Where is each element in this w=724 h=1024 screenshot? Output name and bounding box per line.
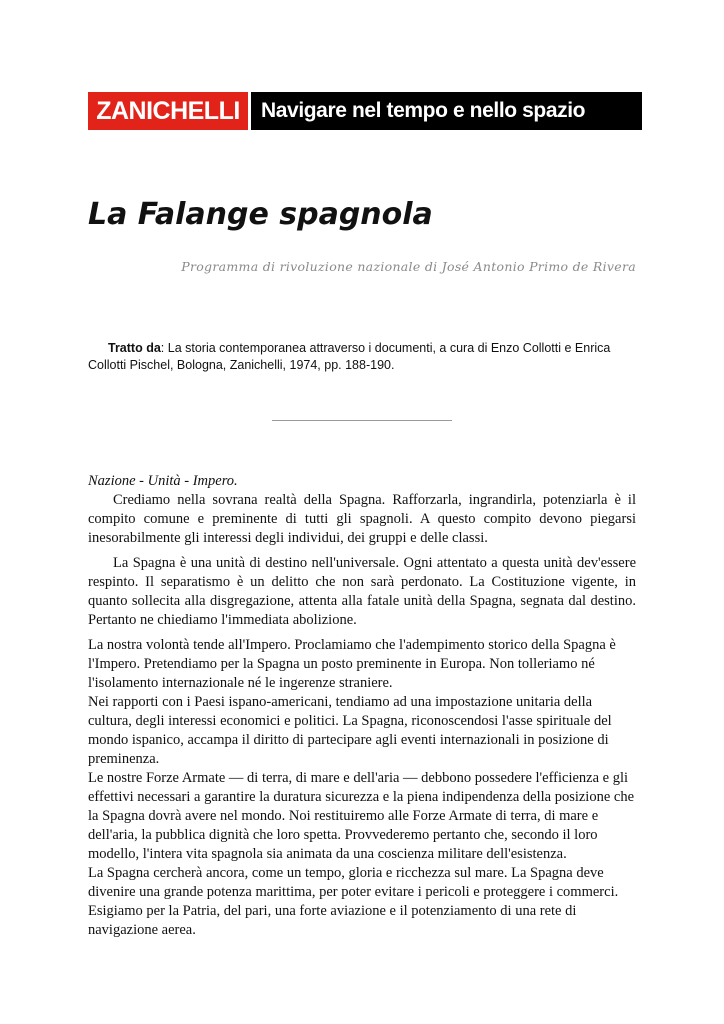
section-heading: Nazione - Unità - Impero. [88, 473, 238, 489]
source-label: Tratto da [108, 341, 161, 355]
document-subtitle: Programma di rivoluzione nazionale di José Antonio Primo de Rivera [181, 259, 636, 274]
section-divider [272, 420, 452, 421]
paragraph: La Spagna è una unità di destino nell'universale. Ogni attentato a questa unità dev'essere respinto. Il separatismo è un delitto che non sarà perdonato. La Costituzione vigente, in quanto sollecita alla disgregazione, attenta alla fatale unità della Spagna, segnata dal destino. Pertanto ne chiediamo l'immediata abolizione. [88, 555, 636, 628]
paragraph: Crediamo nella sovrana realtà della Spagna. Rafforzarla, ingrandirla, potenziarla è il compito comune e preminente di tutti gli spagnoli. A questo compito devono piegarsi inesorabilmente gli interessi degli individui, dei gruppi e delle classi. [88, 492, 636, 546]
series-tagline: Navigare nel tempo e nello spazio [261, 99, 586, 122]
paragraph: La nostra volontà tende all'Impero. Proclamiamo che l'adempimento storico della Spagna è l'Impero. Pretendiamo per la Spagna un posto preminente in Europa. Non tolleriamo né l'isolamento internazionale né le ingerenze straniere. [88, 637, 616, 691]
publisher-logo: ZANICHELLI [88, 92, 248, 130]
paragraph: Le nostre Forze Armate — di terra, di mare e dell'aria — debbono possedere l'efficienza e gli effettivi necessari a garantire la duratura sicurezza e la piena indipendenza della posizione che la Spagna dovrà avere nel mondo. Noi restituiremo alle Forze Armate di terra, di mare e dell'aria, la pubblica dignità che loro spetta. Provvederemo pertanto che, secondo il loro modello, l'intera vita spagnola sia animata da una coscienza militare dell'esistenza. [88, 770, 635, 862]
source-text: : La storia contemporanea attraverso i documenti, a cura di Enzo Collotti e Enrica Collotti Pischel, Bologna, Zanichelli, 1974, pp. 188-190. [88, 341, 611, 372]
header-banner [88, 92, 642, 130]
document-body [88, 472, 636, 940]
paragraph: La Spagna cercherà ancora, come un tempo, gloria e ricchezza sul mare. La Spagna deve divenire una grande potenza marittima, per poter evitare i pericoli e proteggere i commerci. Esigiamo per la Patria, del pari, una forte aviazione e il potenziamento di una rete di navigazione aerea. [88, 865, 619, 938]
source-citation [88, 340, 638, 374]
paragraph: Nei rapporti con i Paesi ispano-americani, tendiamo ad una impostazione unitaria della cultura, degli interessi economici e politici. La Spagna, riconoscendosi l'asse spirituale del mondo ispanico, accampa il diritto di partecipare agli eventi internazionali in posizione di preminenza. [88, 694, 612, 767]
document-title: La Falange spagnola [88, 197, 433, 232]
